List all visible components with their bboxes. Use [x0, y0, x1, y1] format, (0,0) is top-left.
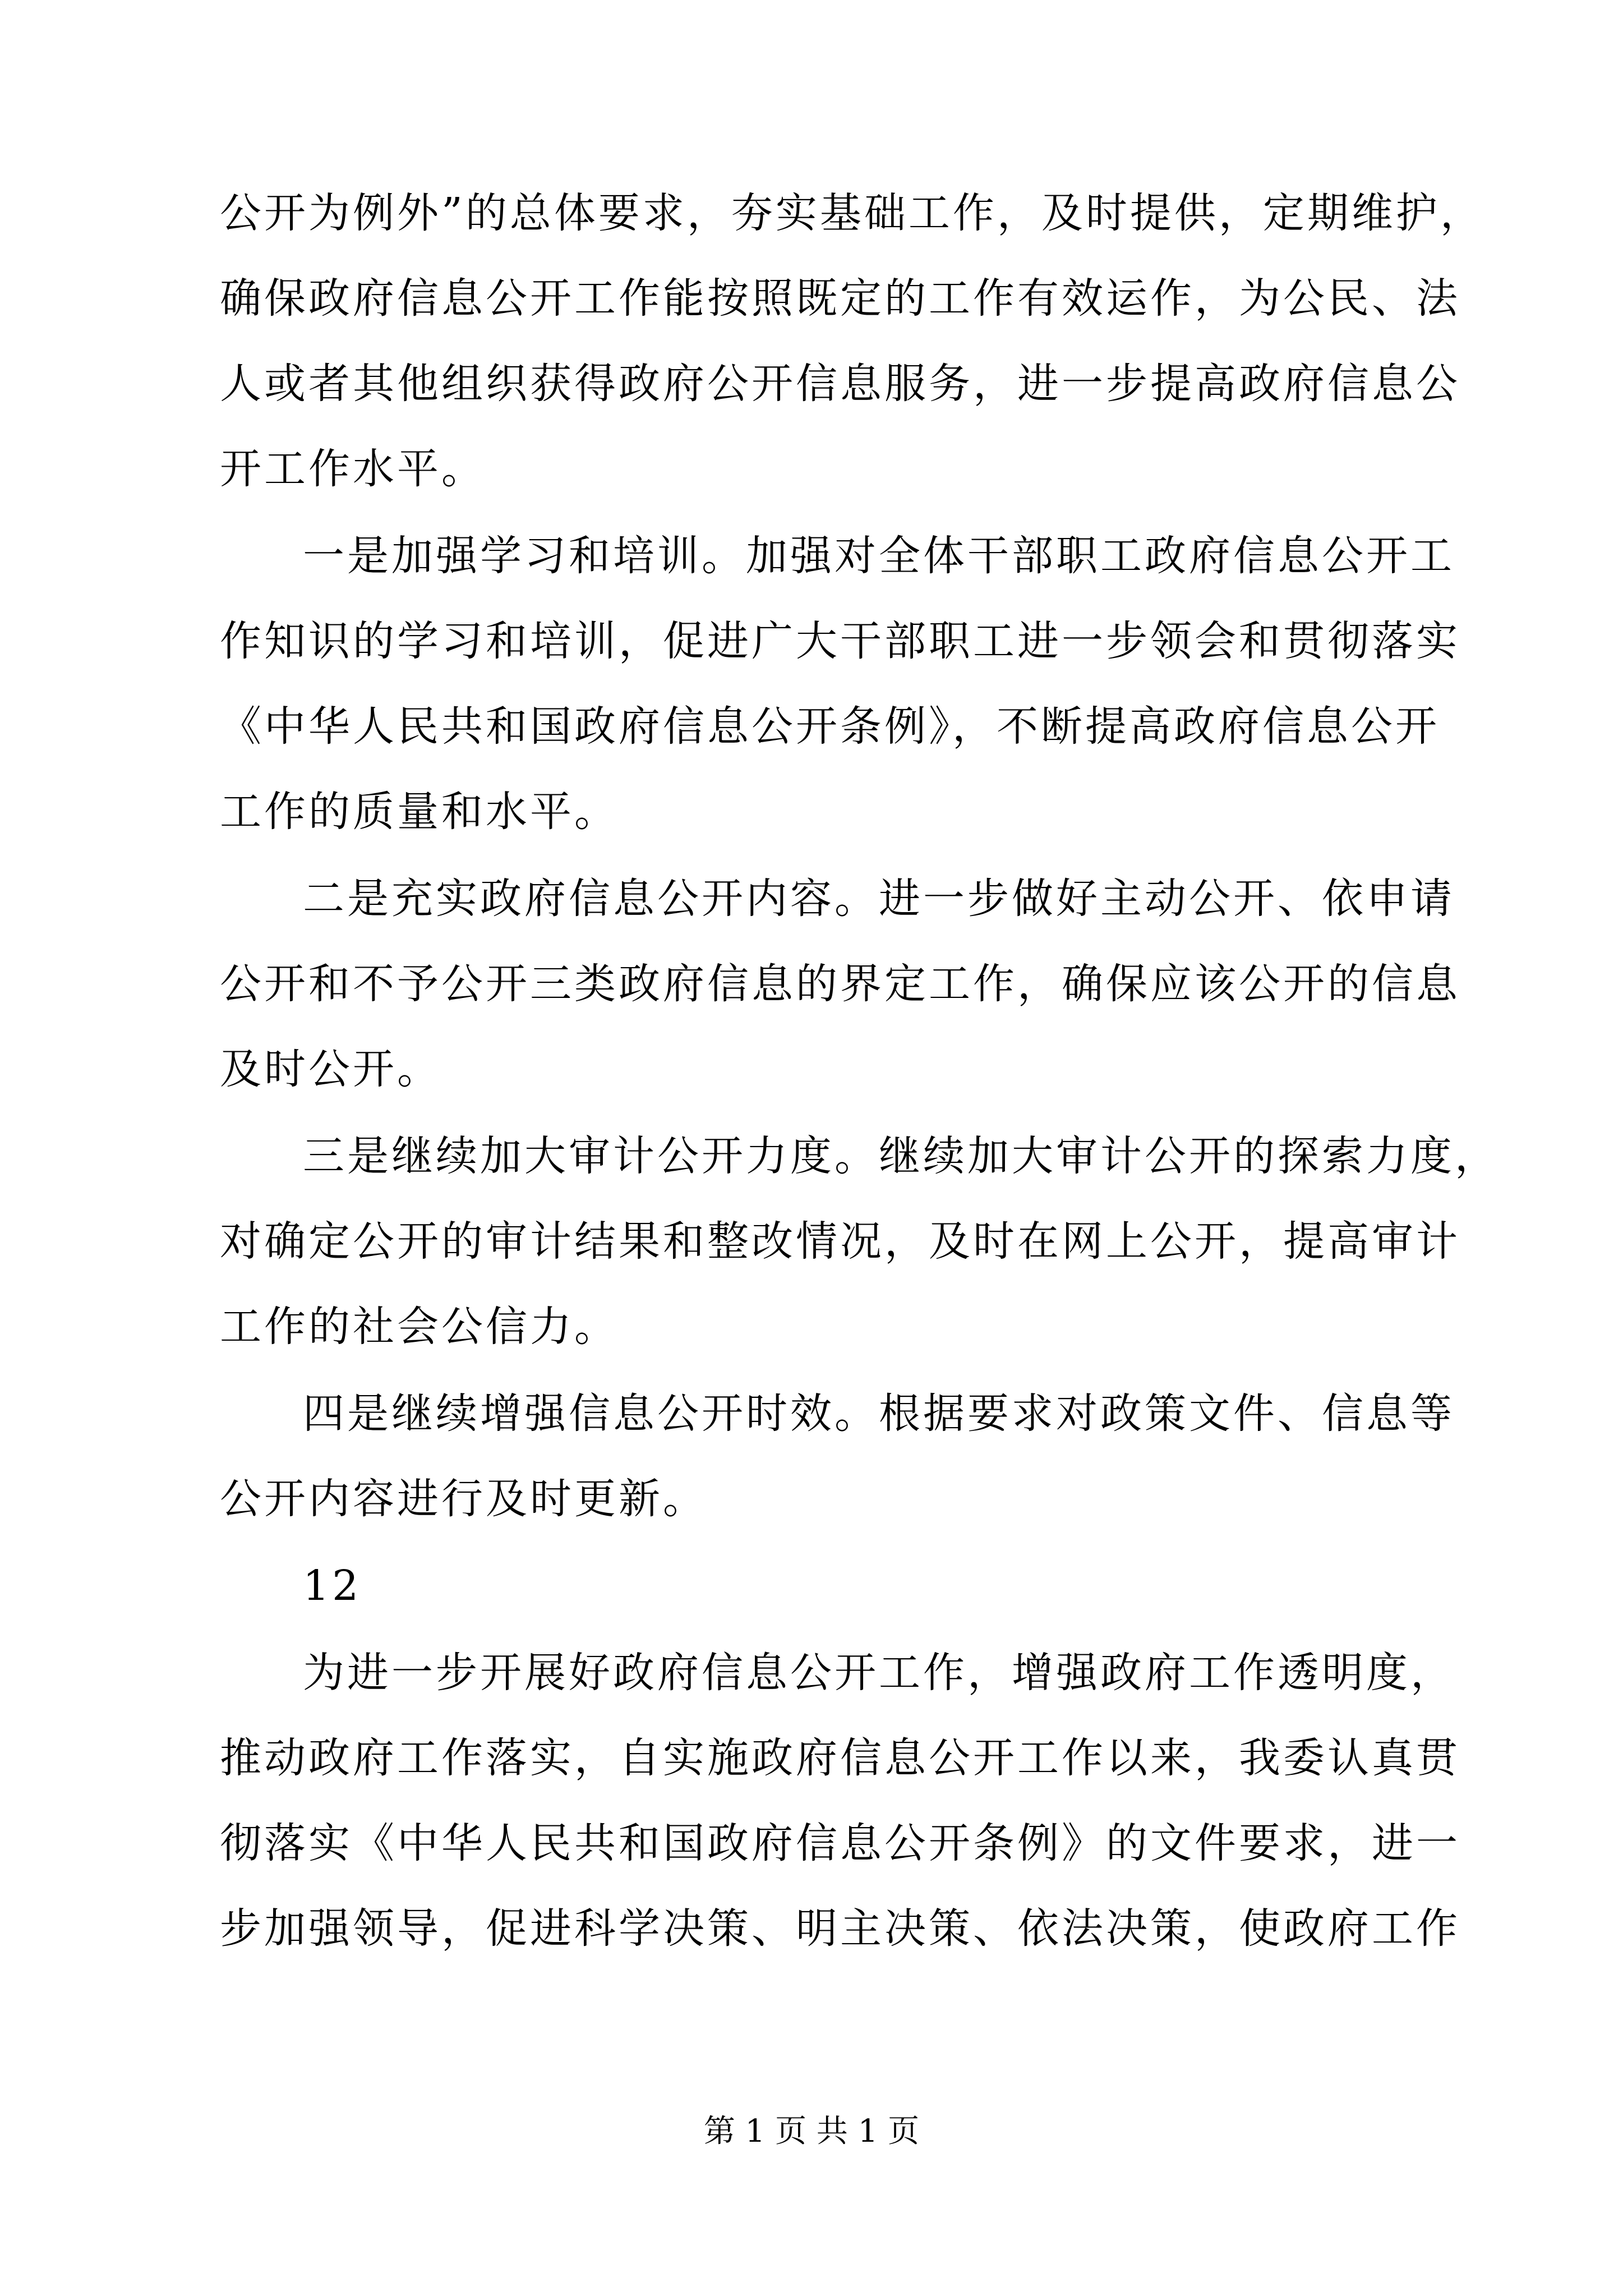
body-line-6: 作知识的学习和培训，促进广大干部职工进一步领会和贯彻落实 — [220, 617, 1460, 665]
body-line-4: 开工作水平。 — [220, 445, 486, 493]
body-line-7: 《中华人民共和国政府信息公开条例》，不断提高政府信息公开 — [220, 702, 1440, 751]
body-line-1: 公开为例外”的总体要求，夯实基础工作，及时提供，定期维护， — [220, 189, 1484, 237]
body-line-12: 三是继续加大审计公开力度。继续加大审计公开的探索力度， — [303, 1132, 1499, 1180]
body-line-10: 公开和不予公开三类政府信息的界定工作，确保应该公开的信息 — [220, 960, 1460, 1008]
body-line-15: 四是继续增强信息公开时效。根据要求对政策文件、信息等 — [303, 1389, 1455, 1438]
body-line-5: 一是加强学习和培训。加强对全体干部职工政府信息公开工 — [303, 532, 1455, 580]
body-line-16: 公开内容进行及时更新。 — [220, 1475, 707, 1523]
body-line-18: 为进一步开展好政府信息公开工作，增强政府工作透明度， — [303, 1649, 1455, 1697]
body-line-13: 对确定公开的审计结果和整改情况，及时在网上公开，提高审计 — [220, 1217, 1460, 1266]
body-line-9: 二是充实政府信息公开内容。进一步做好主动公开、依申请 — [303, 875, 1455, 923]
body-line-19: 推动政府工作落实，自实施政府信息公开工作以来，我委认真贯 — [220, 1734, 1460, 1782]
body-line-2: 确保政府信息公开工作能按照既定的工作有效运作，为公民、法 — [220, 274, 1460, 323]
body-line-21: 步加强领导，促进科学决策、明主决策、依法决策，使政府工作 — [220, 1904, 1460, 1953]
body-line-3: 人或者其他组织获得政府公开信息服务，进一步提高政府信息公 — [220, 360, 1460, 408]
body-line-17: 12 — [303, 1562, 362, 1610]
body-line-14: 工作的社会公信力。 — [220, 1303, 619, 1351]
body-line-11: 及时公开。 — [220, 1045, 441, 1093]
page-number: 第 1 页 共 1 页 — [703, 2113, 920, 2150]
body-line-20: 彻落实《中华人民共和国政府信息公开条例》的文件要求，进一 — [220, 1819, 1460, 1867]
body-line-8: 工作的质量和水平。 — [220, 788, 619, 836]
